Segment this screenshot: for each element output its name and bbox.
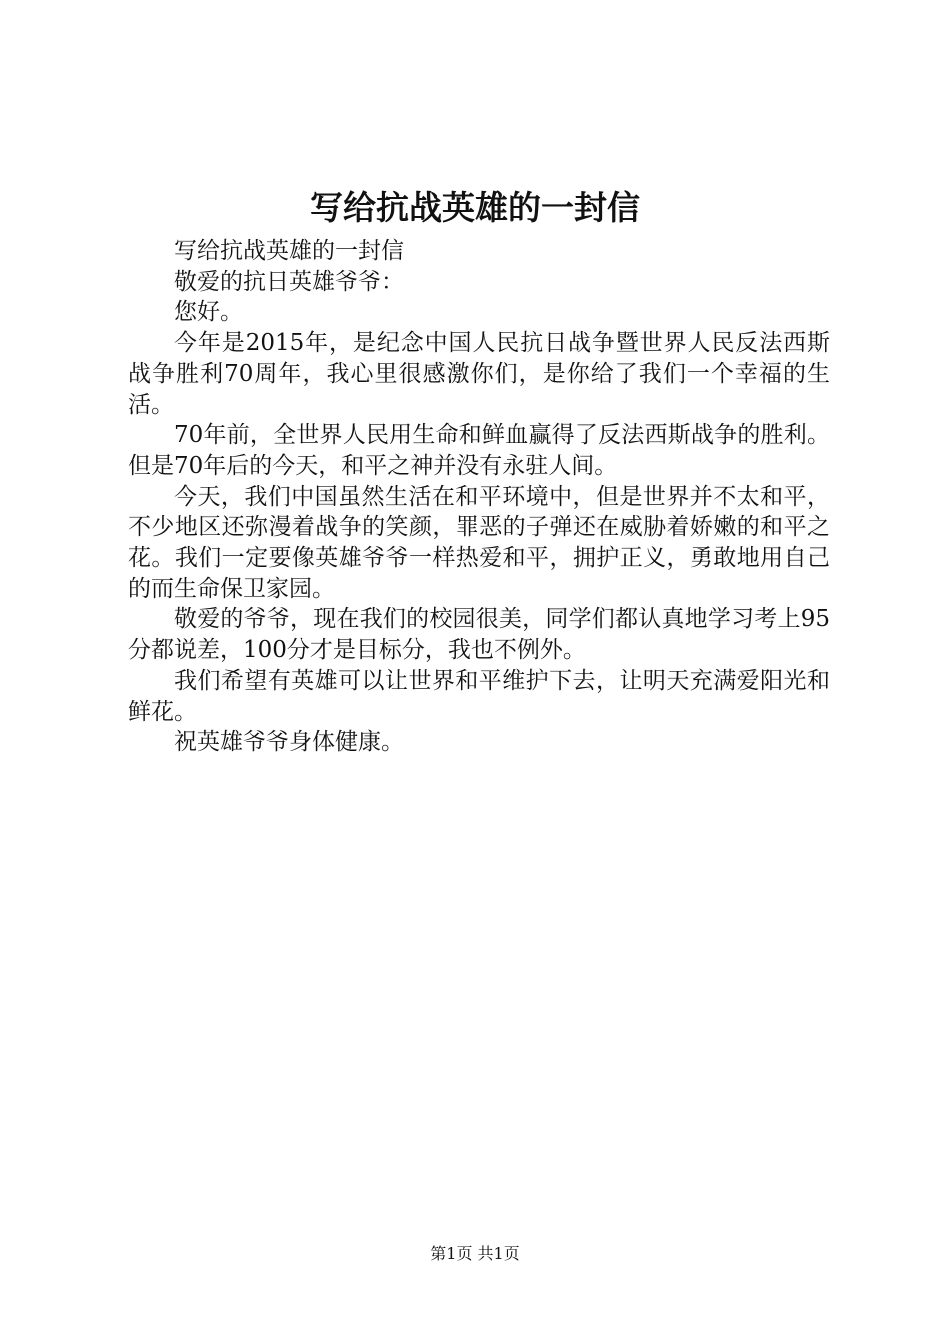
- letter-body: [128, 236, 830, 758]
- paragraph-heading: 写给抗战英雄的一封信: [174, 238, 404, 264]
- paragraph-body-3: 今天，我们中国虽然生活在和平环境中，但是世界并不太和平，不少地区还弥漫着战争的笑颜，罪恶的子弹还在威胁着娇嫩的和平之花。我们一定要像英雄爷爷一样热爱和平，拥护正义，勇敢地用自己的而生命保卫家园。: [128, 483, 830, 602]
- paragraph-salutation: 敬爱的抗日英雄爷爷：: [174, 268, 404, 295]
- paragraph-body-4: 敬爱的爷爷，现在我们的校园很美，同学们都认真地学习考上95分都说差，100分才是目标分，我也不例外。: [128, 606, 830, 664]
- paragraph-greeting: 您好。: [174, 299, 243, 326]
- paragraph-closing: 祝英雄爷爷身体健康。: [174, 729, 404, 756]
- paragraph-body-5: 我们希望有英雄可以让世界和平维护下去，让明天充满爱阳光和鲜花。: [128, 667, 830, 725]
- document-title: 写给抗战英雄的一封信: [310, 188, 640, 227]
- page-number-footer: 第1页 共1页: [430, 1244, 520, 1263]
- paragraph-body-2: 70年前，全世界人民用生命和鲜血赢得了反法西斯战争的胜利。但是70年后的今天，和平之神并没有永驻人间。: [128, 422, 830, 479]
- paragraph-body-1: 今年是2015年，是纪念中国人民抗日战争暨世界人民反法西斯战争胜利70周年，我心里很感激你们，是你给了我们一个幸福的生活。: [128, 330, 830, 418]
